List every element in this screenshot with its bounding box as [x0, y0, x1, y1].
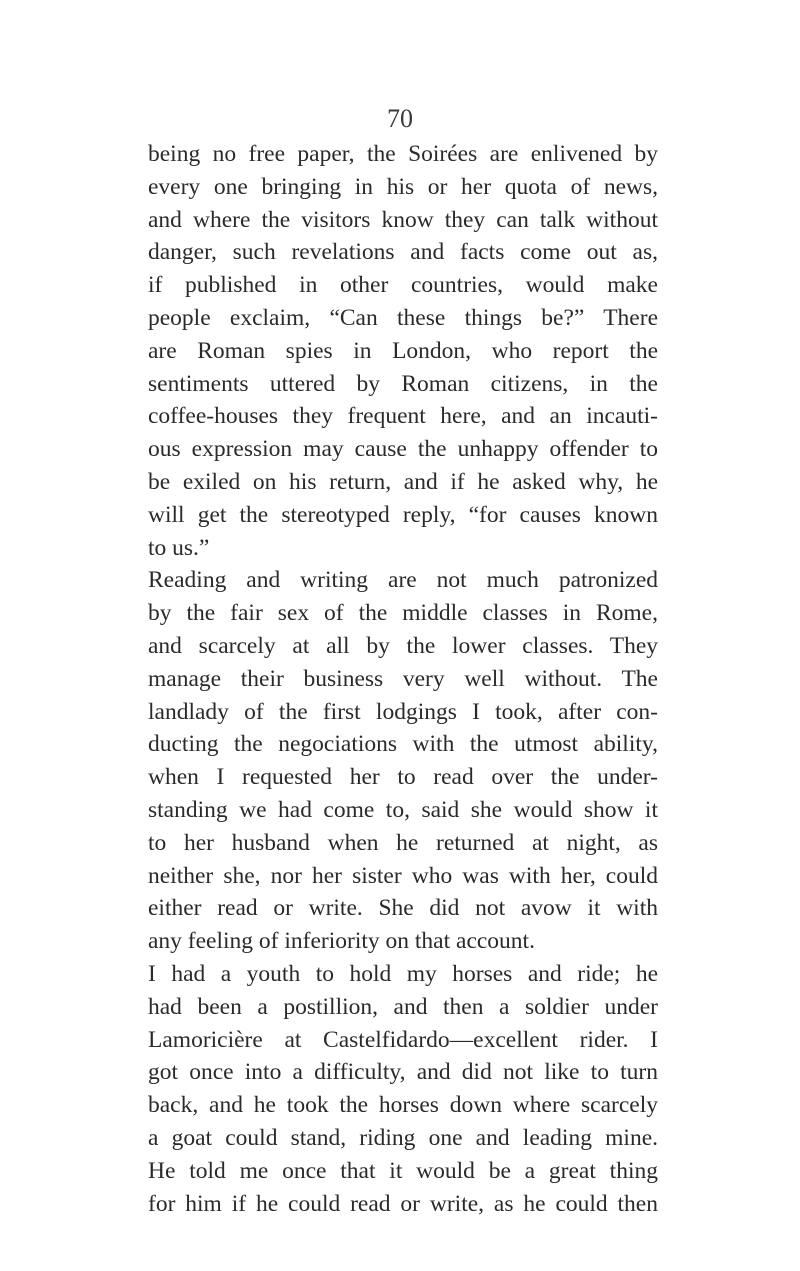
text-line: standing we had come to, said she would show it — [148, 796, 658, 823]
text-line: ous expression may cause the unhappy offender to — [148, 436, 658, 463]
text-line: landlady of the first lodgings I took, after con- — [148, 698, 658, 725]
text-line: back, and he took the horses down where scarcely — [148, 1092, 658, 1119]
text-line: will get the stereotyped reply, “for causes known — [148, 501, 658, 528]
text-line: coffee-houses they frequent here, and an incauti- — [148, 403, 658, 430]
text-line: Lamoricière at Castelfidardo—excellent rider. I — [148, 1026, 658, 1053]
text-line: and where the visitors know they can talk without — [148, 206, 658, 233]
text-line: neither she, nor her sister who was with her, could — [148, 862, 658, 889]
text-line: to her husband when he returned at night, as — [148, 829, 658, 856]
text-line: being no free paper, the Soirées are enlivened by — [148, 141, 658, 167]
text-line: if published in other countries, would make — [148, 272, 658, 299]
text-line: when I requested her to read over the under- — [148, 764, 658, 791]
text-line: a goat could stand, riding one and leading mine. — [148, 1124, 658, 1151]
text-line: had been a postillion, and then a soldier under — [148, 993, 658, 1020]
text-line: ducting the negociations with the utmost ability, — [148, 731, 658, 758]
text-line: be exiled on his return, and if he asked why, he — [148, 468, 658, 495]
text-line: and scarcely at all by the lower classes. They — [148, 632, 658, 659]
text-line: to us.” — [148, 534, 210, 561]
text-line: by the fair sex of the middle classes in Rome, — [148, 600, 658, 627]
text-line: are Roman spies in London, who report the — [148, 337, 658, 364]
body-text — [148, 138, 658, 1220]
page-number: 70 — [387, 104, 413, 133]
text-line: either read or write. She did not avow it with — [148, 895, 658, 922]
text-line: got once into a difficulty, and did not like to turn — [148, 1059, 658, 1086]
text-line: Reading and writing are not much patronized — [148, 567, 658, 594]
text-line: any feeling of inferiority on that account. — [148, 928, 535, 955]
text-line: He told me once that it would be a great thing — [148, 1157, 658, 1184]
text-line: for him if he could read or write, as he could then — [148, 1190, 658, 1217]
text-line: manage their business very well without. The — [148, 665, 658, 692]
text-line: every one bringing in his or her quota of news, — [148, 173, 658, 200]
text-line: people exclaim, “Can these things be?” There — [148, 304, 658, 331]
text-line: sentiments uttered by Roman citizens, in the — [148, 370, 658, 397]
text-line: I had a youth to hold my horses and ride; he — [148, 960, 658, 987]
text-line: danger, such revelations and facts come out as, — [148, 239, 658, 266]
